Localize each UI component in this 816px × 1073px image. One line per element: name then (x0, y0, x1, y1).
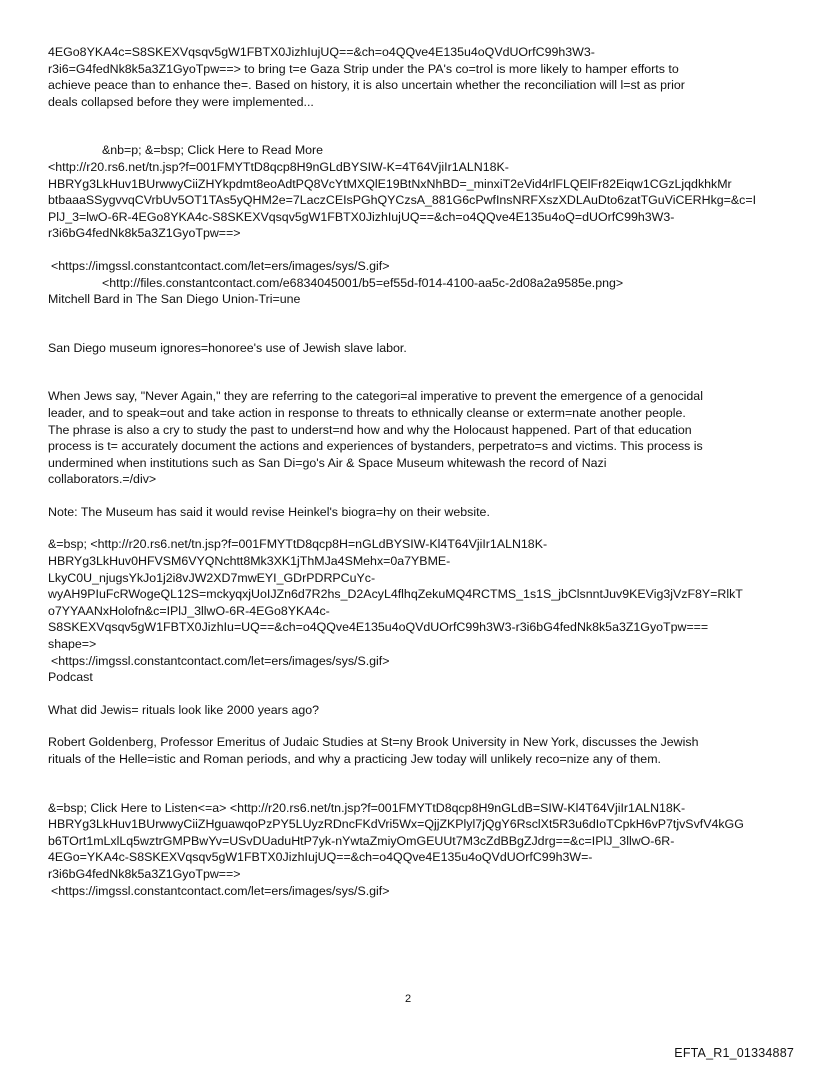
image-url-line[interactable]: <http://files.constantcontact.com/e6834045001/b5=ef55d-f014-4100-aa5c-2d08a2a9585e.png> (102, 275, 624, 290)
text-line: When Jews say, "Never Again," they are referring to the categori=al imperative to prevent the emergence of a genocidal (48, 389, 703, 404)
spacer (48, 110, 778, 142)
url-line[interactable]: r3i6bG4fedNk8k5a3Z1GyoTpw==> (48, 866, 241, 881)
podcast-description-block (48, 734, 778, 767)
url-line[interactable]: wyAH9PIuFcRWogeQL12S=mckyqxjUoIJZn6d7R2hs_D2AcyL4flhqZekuMQ4RCTMS_1s1S_jbClsnntJuv9KEVig3jVzF8Y=RlkT (48, 587, 743, 602)
text-line: The phrase is also a cry to study the past to underst=nd how and why the Holocaust happened. Part of that education (48, 422, 692, 437)
museum-note-block (48, 504, 778, 521)
url-line[interactable]: 4EGo=YKA4c-S8SKEXVqsqv5gW1FBTX0JizhIujUQ==&ch=o4QQve4E135u4oQVdUOrfC99h3W=- (48, 850, 593, 865)
text-line: Robert Goldenberg, Professor Emeritus of Judaic Studies at St=ny Brook University in New York, discusses the Jewish (48, 735, 699, 750)
section-label-podcast: Podcast (48, 670, 93, 685)
spacer (48, 356, 778, 388)
text-line: process is t= accurately document the actions and experiences of bystanders, perpetrato=s and victims. This process is (48, 439, 703, 454)
spacer (48, 308, 778, 340)
text-line: leader, and to speak=out and take action in response to threats to ethnically cleanse or exterm=nate another people. (48, 405, 686, 420)
url-line[interactable]: btbaaaSSygvvqCVrbUv5OT1TAs5yQHM2e=7LaczCEIsPGhQYCzsA_881G6cPwfInsNRFXszXDLAuDto6zatTGuViCERHkg=&c=I (48, 193, 757, 208)
url-line[interactable]: r3i6bG4fedNk8k5a3Z1GyoTpw==> (48, 226, 241, 241)
spacer (48, 768, 778, 800)
url-line[interactable]: PlJ_3=lwO-6R-4EGo8YKA4c-S8SKEXVqsqv5gW1FBTX0JizhIujUQ==&ch=o4QQve4E135u4oQ=dUOrfC99h3W3- (48, 209, 675, 224)
url-line[interactable]: LkyC0U_njugsYkJo1j2i8vJW2XD7mwEYI_GDrPDRPCuYc- (48, 570, 376, 585)
url-line[interactable]: <http://r20.rs6.net/tn.jsp?f=001FMYTtD8qcp8H9nGLdBYSIW-K=4T64VjiIr1ALN18K- (48, 159, 509, 174)
url-line[interactable]: HBRYg3LkHuv1BUrwwyCiiZHYkpdmt8eoAdtPQ8VcYtMXQlE19BtNxNhBD=_minxiT2eVid4rlFLQElFr82Eiqw1CGzLjqdkhkMr (48, 176, 732, 191)
article-headline-block (48, 340, 778, 357)
url-line[interactable]: HBRYg3LkHuv1BUrwwyCiiZHguawqoPzPY5LUyzRDncFKdVri5Wx=QjjZKPlyl7jQgY6RsclXt5R3u6dIoTCpkH6vP7tjvSvfV4kGG (48, 817, 744, 832)
read-more-link-block (48, 142, 778, 242)
spacer (48, 686, 778, 702)
listen-link-block (48, 800, 778, 900)
document-id-stamp: EFTA_R1_01334887 (674, 1046, 794, 1060)
url-line[interactable]: b6TOrt1mLxlLq5wztrGMPBwYv=USvDUaduHtP7yk-nYwtaZmiyOmGEUUt7M3cZdBBgZJdrg==&c=IPlJ_3llwO-6R- (48, 833, 675, 848)
spacer (48, 718, 778, 734)
page-number: 2 (404, 993, 412, 1005)
read-more-label[interactable]: &nb=p; &=bsp; Click Here to Read More (102, 143, 324, 158)
text-line: collaborators.=/div> (48, 472, 157, 487)
text-line: undermined when institutions such as San Di=go's Air & Space Museum whitewash the record of Nazi (48, 455, 607, 470)
text-line: r3i6=G4fedNk8k5a3Z1GyoTpw==> to bring t=e Gaza Strip under the PA's co=trol is more likely to hamper efforts to (48, 61, 679, 76)
article-source-block (48, 258, 778, 308)
podcast-title-block (48, 702, 778, 719)
listen-link-line[interactable]: &=bsp; Click Here to Listen<=a> <http://r20.rs6.net/tn.jsp?f=001FMYTtD8qcp8H9nGLdB=SIW-Kl4T64VjiIr1ALN18K- (48, 800, 686, 815)
url-line[interactable]: o7YYAANxHolofn&c=IPlJ_3llwO-6R-4EGo8YKA4c- (48, 603, 330, 618)
url-line[interactable]: HBRYg3LkHuv0HFVSM6VYQNchtt8Mk3XK1jThMJa4SMehx=0a7YBME- (48, 554, 451, 569)
paragraph-gaza-reconciliation (48, 44, 778, 110)
document-body (48, 44, 778, 899)
text-line: rituals of the Helle=istic and Roman periods, and why a practicing Jew today will unlikely reco=nize any of them. (48, 752, 661, 766)
text-line: 4EGo8YKA4c=S8SKEXVqsqv5gW1FBTX0JizhIujUQ==&ch=o4QQve4E135u4oQVdUOrfC99h3W3- (48, 45, 595, 59)
text-line: shape=> (48, 637, 97, 652)
article-byline: Mitchell Bard in The San Diego Union-Tri=une (48, 292, 301, 307)
article-headline: San Diego museum ignores=honoree's use of Jewish slave labor. (48, 340, 407, 355)
museum-note: Note: The Museum has said it would revise Heinkel's biogra=hy on their website. (48, 504, 490, 519)
url-line[interactable]: S8SKEXVqsqv5gW1FBTX0JizhIu=UQ==&ch=o4QQve4E135u4oQVdUOrfC99h3W3-r3i6bG4fedNk8k5a3Z1GyoTpw=== (48, 620, 709, 635)
podcast-link-block (48, 536, 778, 685)
image-url-line[interactable]: <https://imgssl.constantcontact.com/let=ers/images/sys/S.gif> (51, 883, 390, 898)
paragraph-never-again (48, 388, 778, 488)
spacer (48, 242, 778, 258)
url-line[interactable]: &=bsp; <http://r20.rs6.net/tn.jsp?f=001FMYTtD8qcp8H=nGLdBYSIW-Kl4T64VjiIr1ALN18K- (48, 537, 548, 552)
image-url-line[interactable]: <https://imgssl.constantcontact.com/let=ers/images/sys/S.gif> (51, 653, 390, 668)
podcast-title: What did Jewis= rituals look like 2000 years ago? (48, 702, 320, 717)
image-url-line[interactable]: <https://imgssl.constantcontact.com/let=ers/images/sys/S.gif> (51, 258, 390, 273)
spacer (48, 488, 778, 504)
spacer (48, 520, 778, 536)
text-line: deals collapsed before they were implemented... (48, 94, 314, 109)
text-line: achieve peace than to enhance the=. Based on history, it is also uncertain whether the reconciliation will l=st as prior (48, 78, 685, 93)
